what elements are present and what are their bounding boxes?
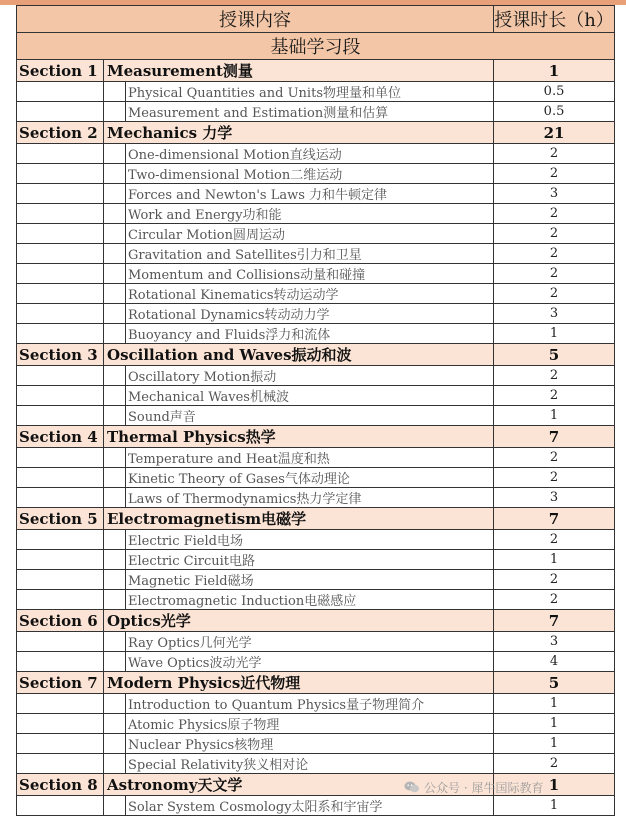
lesson-title: Circular Motion圆周运动	[126, 224, 494, 244]
indent-cell	[104, 570, 126, 590]
empty-cell	[17, 632, 104, 652]
indent-cell	[104, 448, 126, 468]
section-row	[17, 610, 615, 632]
empty-cell	[17, 550, 104, 570]
lesson-row	[17, 144, 615, 164]
indent-cell	[104, 694, 126, 714]
lesson-title: Atomic Physics原子物理	[126, 714, 494, 734]
indent-cell	[104, 224, 126, 244]
indent-cell	[104, 754, 126, 774]
empty-cell	[17, 102, 104, 122]
indent-cell	[104, 590, 126, 610]
section-number: Section 4	[17, 426, 104, 448]
lesson-title: Momentum and Collisions动量和碰撞	[126, 264, 494, 284]
empty-cell	[17, 734, 104, 754]
lesson-row	[17, 264, 615, 284]
section-row	[17, 122, 615, 144]
section-row	[17, 508, 615, 530]
section-row	[17, 672, 615, 694]
header-content-label: 授课内容	[17, 6, 494, 33]
lesson-title: Buoyancy and Fluids浮力和流体	[126, 324, 494, 344]
indent-cell	[104, 488, 126, 508]
section-number: Section 6	[17, 610, 104, 632]
lesson-row	[17, 754, 615, 774]
lesson-title: Electromagnetic Induction电磁感应	[126, 590, 494, 610]
lesson-hours: 2	[494, 570, 615, 590]
lesson-row	[17, 590, 615, 610]
lesson-row	[17, 304, 615, 324]
lesson-row	[17, 324, 615, 344]
lesson-hours: 2	[494, 590, 615, 610]
section-hours: 1	[494, 774, 615, 796]
lesson-row	[17, 550, 615, 570]
lesson-hours: 3	[494, 304, 615, 324]
lesson-title: Sound声音	[126, 406, 494, 426]
empty-cell	[17, 164, 104, 184]
section-title: Astronomy天文学	[104, 774, 494, 796]
indent-cell	[104, 468, 126, 488]
lesson-title: Introduction to Quantum Physics量子物理简介	[126, 694, 494, 714]
empty-cell	[17, 570, 104, 590]
section-number: Section 5	[17, 508, 104, 530]
lesson-hours: 2	[494, 448, 615, 468]
section-number: Section 2	[17, 122, 104, 144]
lesson-row	[17, 284, 615, 304]
lesson-row	[17, 406, 615, 426]
indent-cell	[104, 324, 126, 344]
section-row	[17, 60, 615, 82]
lesson-title: Gravitation and Satellites引力和卫星	[126, 244, 494, 264]
indent-cell	[104, 406, 126, 426]
lesson-title: Rotational Kinematics转动运动学	[126, 284, 494, 304]
empty-cell	[17, 284, 104, 304]
empty-cell	[17, 82, 104, 102]
lesson-title: Wave Optics波动光学	[126, 652, 494, 672]
indent-cell	[104, 796, 126, 816]
lesson-row	[17, 714, 615, 734]
lesson-hours: 3	[494, 632, 615, 652]
stage-label: 基础学习段	[17, 33, 615, 60]
indent-cell	[104, 550, 126, 570]
lesson-title: Magnetic Field磁场	[126, 570, 494, 590]
lesson-title: Temperature and Heat温度和热	[126, 448, 494, 468]
lesson-title: One-dimensional Motion直线运动	[126, 144, 494, 164]
lesson-row	[17, 244, 615, 264]
indent-cell	[104, 102, 126, 122]
lesson-title: Measurement and Estimation测量和估算	[126, 102, 494, 122]
empty-cell	[17, 694, 104, 714]
lesson-row	[17, 734, 615, 754]
indent-cell	[104, 264, 126, 284]
indent-cell	[104, 204, 126, 224]
section-number: Section 3	[17, 344, 104, 366]
section-hours: 5	[494, 344, 615, 366]
lesson-title: Mechanical Waves机械波	[126, 386, 494, 406]
lesson-title: Kinetic Theory of Gases气体动理论	[126, 468, 494, 488]
lesson-row	[17, 488, 615, 508]
lesson-row	[17, 468, 615, 488]
lesson-row	[17, 204, 615, 224]
section-number: Section 1	[17, 60, 104, 82]
lesson-hours: 2	[494, 284, 615, 304]
lesson-title: Rotational Dynamics转动动力学	[126, 304, 494, 324]
indent-cell	[104, 530, 126, 550]
lesson-hours: 2	[494, 164, 615, 184]
lesson-hours: 4	[494, 652, 615, 672]
indent-cell	[104, 304, 126, 324]
empty-cell	[17, 406, 104, 426]
lesson-row	[17, 652, 615, 672]
lesson-row	[17, 632, 615, 652]
empty-cell	[17, 366, 104, 386]
lesson-hours: 2	[494, 530, 615, 550]
lesson-title: Physical Quantities and Units物理量和单位	[126, 82, 494, 102]
empty-cell	[17, 590, 104, 610]
lesson-row	[17, 164, 615, 184]
indent-cell	[104, 164, 126, 184]
course-schedule-table	[16, 5, 615, 816]
lesson-title: Two-dimensional Motion二维运动	[126, 164, 494, 184]
lesson-title: Oscillatory Motion振动	[126, 366, 494, 386]
section-number: Section 7	[17, 672, 104, 694]
empty-cell	[17, 714, 104, 734]
empty-cell	[17, 324, 104, 344]
lesson-hours: 2	[494, 264, 615, 284]
empty-cell	[17, 796, 104, 816]
empty-cell	[17, 386, 104, 406]
lesson-title: Special Relativity狭义相对论	[126, 754, 494, 774]
lesson-hours: 0.5	[494, 82, 615, 102]
indent-cell	[104, 652, 126, 672]
section-title: Oscillation and Waves振动和波	[104, 344, 494, 366]
lesson-hours: 2	[494, 366, 615, 386]
table-header-row	[17, 6, 615, 33]
empty-cell	[17, 652, 104, 672]
empty-cell	[17, 468, 104, 488]
indent-cell	[104, 244, 126, 264]
section-hours: 21	[494, 122, 615, 144]
lesson-hours: 1	[494, 714, 615, 734]
lesson-hours: 2	[494, 224, 615, 244]
lesson-row	[17, 570, 615, 590]
lesson-hours: 1	[494, 550, 615, 570]
lesson-row	[17, 694, 615, 714]
empty-cell	[17, 184, 104, 204]
indent-cell	[104, 366, 126, 386]
lesson-title: Ray Optics几何光学	[126, 632, 494, 652]
section-title: Mechanics 力学	[104, 122, 494, 144]
wechat-watermark	[404, 779, 604, 799]
lesson-hours: 1	[494, 406, 615, 426]
empty-cell	[17, 304, 104, 324]
lesson-title: Electric Field电场	[126, 530, 494, 550]
empty-cell	[17, 244, 104, 264]
empty-cell	[17, 448, 104, 468]
lesson-hours: 1	[494, 796, 615, 816]
lesson-title: Electric Circuit电路	[126, 550, 494, 570]
section-title: Optics光学	[104, 610, 494, 632]
empty-cell	[17, 204, 104, 224]
section-row	[17, 426, 615, 448]
lesson-row	[17, 82, 615, 102]
header-hours-label: 授课时长（h）	[494, 6, 615, 33]
lesson-hours: 1	[494, 734, 615, 754]
empty-cell	[17, 264, 104, 284]
lesson-row	[17, 102, 615, 122]
lesson-hours: 1	[494, 324, 615, 344]
empty-cell	[17, 144, 104, 164]
lesson-row	[17, 184, 615, 204]
lesson-title: Nuclear Physics核物理	[126, 734, 494, 754]
lesson-title: Solar System Cosmology太阳系和宇宙学	[126, 796, 494, 816]
lesson-hours: 1	[494, 694, 615, 714]
indent-cell	[104, 714, 126, 734]
lesson-title: Forces and Newton's Laws 力和牛顿定律	[126, 184, 494, 204]
lesson-title: Laws of Thermodynamics热力学定律	[126, 488, 494, 508]
lesson-hours: 2	[494, 754, 615, 774]
indent-cell	[104, 386, 126, 406]
section-hours: 7	[494, 426, 615, 448]
lesson-hours: 2	[494, 144, 615, 164]
indent-cell	[104, 82, 126, 102]
lesson-row	[17, 366, 615, 386]
lesson-hours: 2	[494, 204, 615, 224]
section-hours: 1	[494, 60, 615, 82]
section-hours: 7	[494, 610, 615, 632]
lesson-row	[17, 530, 615, 550]
section-title: Thermal Physics热学	[104, 426, 494, 448]
lesson-hours: 2	[494, 244, 615, 264]
lesson-hours: 3	[494, 488, 615, 508]
indent-cell	[104, 284, 126, 304]
indent-cell	[104, 632, 126, 652]
lesson-hours: 2	[494, 386, 615, 406]
wechat-icon	[404, 780, 420, 794]
lesson-hours: 3	[494, 184, 615, 204]
lesson-row	[17, 448, 615, 468]
section-row	[17, 344, 615, 366]
lesson-hours: 2	[494, 468, 615, 488]
section-hours: 5	[494, 672, 615, 694]
indent-cell	[104, 734, 126, 754]
lesson-row	[17, 386, 615, 406]
empty-cell	[17, 530, 104, 550]
empty-cell	[17, 224, 104, 244]
lesson-row	[17, 224, 615, 244]
indent-cell	[104, 144, 126, 164]
section-title: Measurement测量	[104, 60, 494, 82]
section-number: Section 8	[17, 774, 104, 796]
lesson-hours: 0.5	[494, 102, 615, 122]
stage-row	[17, 33, 615, 60]
section-title: Modern Physics近代物理	[104, 672, 494, 694]
lesson-title: Work and Energy功和能	[126, 204, 494, 224]
section-hours: 7	[494, 508, 615, 530]
section-title: Electromagnetism电磁学	[104, 508, 494, 530]
empty-cell	[17, 488, 104, 508]
indent-cell	[104, 184, 126, 204]
watermark-text: 公众号 · 犀牛国际教育	[424, 781, 544, 795]
empty-cell	[17, 754, 104, 774]
